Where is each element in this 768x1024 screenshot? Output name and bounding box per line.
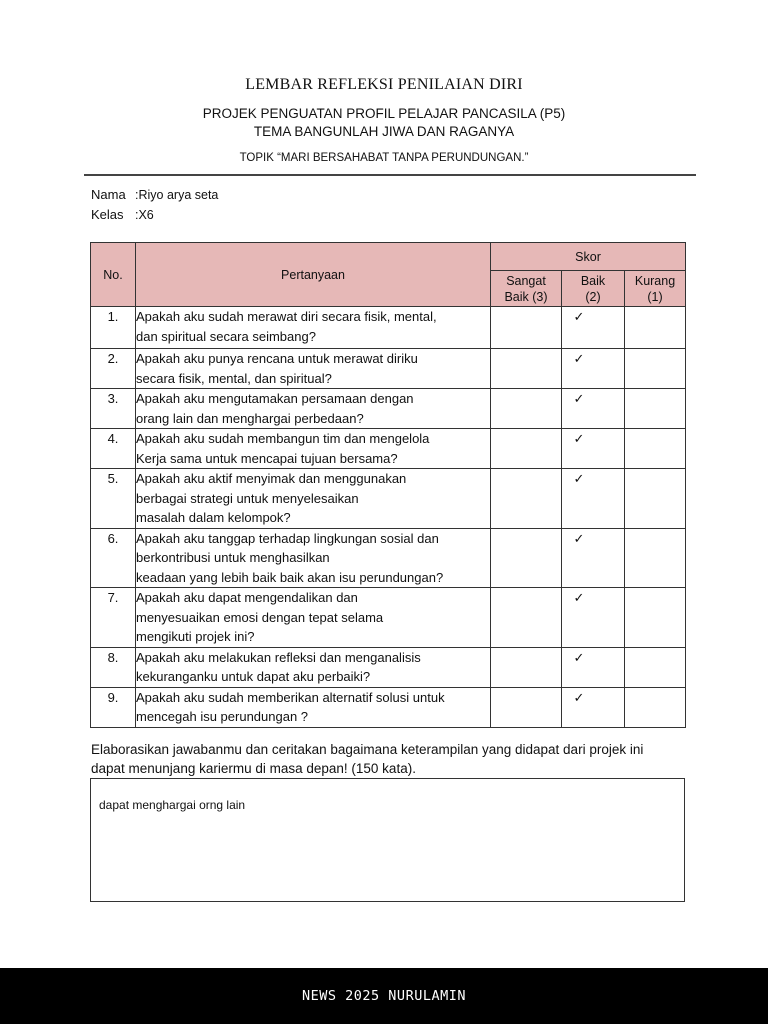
question-line: menyesuaikan emosi dengan tepat selama bbox=[136, 609, 384, 625]
header-baik-line-2: (2) bbox=[585, 289, 601, 304]
row-question bbox=[136, 588, 491, 648]
question-line: berbagai strategi untuk menyelesaikan bbox=[136, 490, 359, 506]
table-row bbox=[91, 429, 686, 469]
name-label: Nama bbox=[91, 187, 126, 202]
class-label: Kelas bbox=[91, 207, 124, 222]
check-icon: ✓ bbox=[573, 590, 585, 605]
table-row bbox=[91, 528, 686, 588]
table-row bbox=[91, 687, 686, 727]
topic-line: TOPIK “MARI BERSAHABAT TANPA PERUNDUNGAN.” bbox=[239, 152, 529, 164]
footer-banner: NEWS 2025 NURULAMIN bbox=[0, 968, 768, 1024]
row-question bbox=[136, 349, 491, 389]
name-row bbox=[91, 187, 218, 202]
score-baik-cell[interactable] bbox=[562, 469, 625, 529]
question-line: mengikuti projek ini? bbox=[136, 629, 255, 644]
table-row bbox=[91, 349, 686, 389]
score-kurang-cell[interactable] bbox=[625, 429, 686, 469]
score-baik-cell[interactable] bbox=[562, 647, 625, 687]
row-question bbox=[136, 647, 491, 687]
row-number: 6. bbox=[91, 528, 136, 588]
header-question: Pertanyaan bbox=[136, 243, 491, 307]
check-icon: ✓ bbox=[573, 391, 585, 406]
question-line: Apakah aku tanggap terhadap lingkungan sosial dan bbox=[136, 530, 439, 546]
question-line: Apakah aku punya rencana untuk merawat diriku bbox=[136, 351, 418, 366]
score-sangat-baik-cell[interactable] bbox=[491, 588, 562, 648]
question-line: Apakah aku melakukan refleksi dan menganalisis bbox=[136, 649, 421, 665]
class-value: :X6 bbox=[135, 208, 154, 222]
row-number: 1. bbox=[91, 307, 136, 349]
header-divider bbox=[84, 174, 696, 176]
question-line: Apakah aku mengutamakan persamaan dengan bbox=[136, 391, 414, 406]
score-baik-cell[interactable] bbox=[562, 687, 625, 727]
score-kurang-cell[interactable] bbox=[625, 687, 686, 727]
question-line: secara fisik, mental, dan spiritual? bbox=[136, 370, 332, 386]
score-kurang-cell[interactable] bbox=[625, 469, 686, 529]
question-line: keadaan yang lebih baik baik akan isu perundungan? bbox=[136, 569, 444, 585]
question-line: berkontribusi untuk menghasilkan bbox=[136, 550, 330, 565]
check-icon: ✓ bbox=[573, 530, 585, 546]
page-title: LEMBAR REFLEKSI PENILAIAN DIRI bbox=[245, 76, 523, 93]
score-sangat-baik-cell[interactable] bbox=[491, 469, 562, 529]
score-sangat-baik-cell[interactable] bbox=[491, 349, 562, 389]
table-row bbox=[91, 307, 686, 349]
check-icon: ✓ bbox=[573, 689, 585, 705]
reflection-table bbox=[90, 242, 686, 728]
question-line: dan spiritual secara seimbang? bbox=[136, 328, 316, 344]
row-number: 5. bbox=[91, 469, 136, 529]
question-line: Apakah aku sudah memberikan alternatif solusi untuk bbox=[136, 689, 445, 705]
score-baik-cell[interactable] bbox=[562, 349, 625, 389]
score-kurang-cell[interactable] bbox=[625, 389, 686, 429]
check-icon: ✓ bbox=[573, 649, 585, 665]
class-row bbox=[91, 207, 154, 222]
score-kurang-cell[interactable] bbox=[625, 349, 686, 389]
row-number: 9. bbox=[91, 687, 136, 727]
question-line: Apakah aku aktif menyimak dan menggunakan bbox=[136, 471, 407, 486]
question-line: Apakah aku dapat mengendalikan dan bbox=[136, 590, 358, 605]
header-kurang-line-2: (1) bbox=[647, 289, 663, 304]
row-question bbox=[136, 429, 491, 469]
header-no: No. bbox=[91, 243, 136, 307]
subtitle-line-1: PROJEK PENGUATAN PROFIL PELAJAR PANCASILA (P5) bbox=[202, 106, 566, 121]
score-kurang-cell[interactable] bbox=[625, 528, 686, 588]
elaboration-prompt bbox=[91, 740, 691, 778]
answer-text: dapat menghargai orng lain bbox=[99, 798, 246, 812]
row-question bbox=[136, 469, 491, 529]
score-sangat-baik-cell[interactable] bbox=[491, 389, 562, 429]
score-sangat-baik-cell[interactable] bbox=[491, 307, 562, 349]
score-kurang-cell[interactable] bbox=[625, 647, 686, 687]
row-number: 2. bbox=[91, 349, 136, 389]
check-icon: ✓ bbox=[573, 351, 585, 366]
question-line: Apakah aku sudah membangun tim dan mengelola bbox=[136, 431, 430, 446]
row-number: 8. bbox=[91, 647, 136, 687]
row-number: 4. bbox=[91, 429, 136, 469]
row-question bbox=[136, 307, 491, 349]
question-line: mencegah isu perundungan ? bbox=[136, 709, 309, 724]
page-subtitle bbox=[0, 105, 768, 141]
score-baik-cell[interactable] bbox=[562, 389, 625, 429]
table-row bbox=[91, 469, 686, 529]
elaboration-prompt-line-1: Elaborasikan jawabanmu dan ceritakan bagaimana keterampilan yang didapat dari projek ini bbox=[91, 742, 644, 757]
question-line: orang lain dan menghargai perbedaan? bbox=[136, 410, 364, 426]
header-score: Skor bbox=[491, 243, 686, 271]
row-question bbox=[136, 687, 491, 727]
check-icon: ✓ bbox=[573, 309, 585, 324]
subtitle-line-2: TEMA BANGUNLAH JIWA DAN RAGANYA bbox=[253, 124, 515, 139]
header-sangat-baik-line-2: Baik (3) bbox=[504, 289, 548, 304]
question-line: Kerja sama untuk mencapai tujuan bersama? bbox=[136, 450, 398, 466]
score-baik-cell[interactable] bbox=[562, 528, 625, 588]
row-number: 7. bbox=[91, 588, 136, 648]
question-line: kekuranganku untuk dapat aku perbaiki? bbox=[136, 669, 371, 684]
row-question bbox=[136, 528, 491, 588]
table-row bbox=[91, 389, 686, 429]
question-line: Apakah aku sudah merawat diri secara fisik, mental, bbox=[136, 309, 437, 324]
row-question bbox=[136, 389, 491, 429]
question-line: masalah dalam kelompok? bbox=[136, 510, 291, 525]
header-kurang bbox=[625, 271, 686, 307]
score-sangat-baik-cell[interactable] bbox=[491, 528, 562, 588]
score-kurang-cell[interactable] bbox=[625, 588, 686, 648]
score-baik-cell[interactable] bbox=[562, 429, 625, 469]
table-row bbox=[91, 647, 686, 687]
header-sangat-baik-line-1: Sangat bbox=[506, 273, 546, 288]
header-kurang-line-1: Kurang bbox=[634, 273, 676, 288]
table-row bbox=[91, 588, 686, 648]
score-baik-cell[interactable] bbox=[562, 307, 625, 349]
name-value: :Riyo arya seta bbox=[135, 188, 219, 202]
header-baik bbox=[562, 271, 625, 307]
score-sangat-baik-cell[interactable] bbox=[491, 429, 562, 469]
elaboration-prompt-line-2: dapat menunjang kariermu di masa depan! (150 kata). bbox=[91, 761, 416, 776]
score-sangat-baik-cell[interactable] bbox=[491, 647, 562, 687]
score-sangat-baik-cell[interactable] bbox=[491, 687, 562, 727]
score-kurang-cell[interactable] bbox=[625, 307, 686, 349]
row-number: 3. bbox=[91, 389, 136, 429]
answer-box[interactable] bbox=[90, 778, 685, 902]
score-baik-cell[interactable] bbox=[562, 588, 625, 648]
check-icon: ✓ bbox=[573, 471, 585, 486]
check-icon: ✓ bbox=[573, 431, 585, 446]
header-baik-line-1: Baik bbox=[580, 273, 606, 288]
header-sangat-baik bbox=[491, 271, 562, 307]
